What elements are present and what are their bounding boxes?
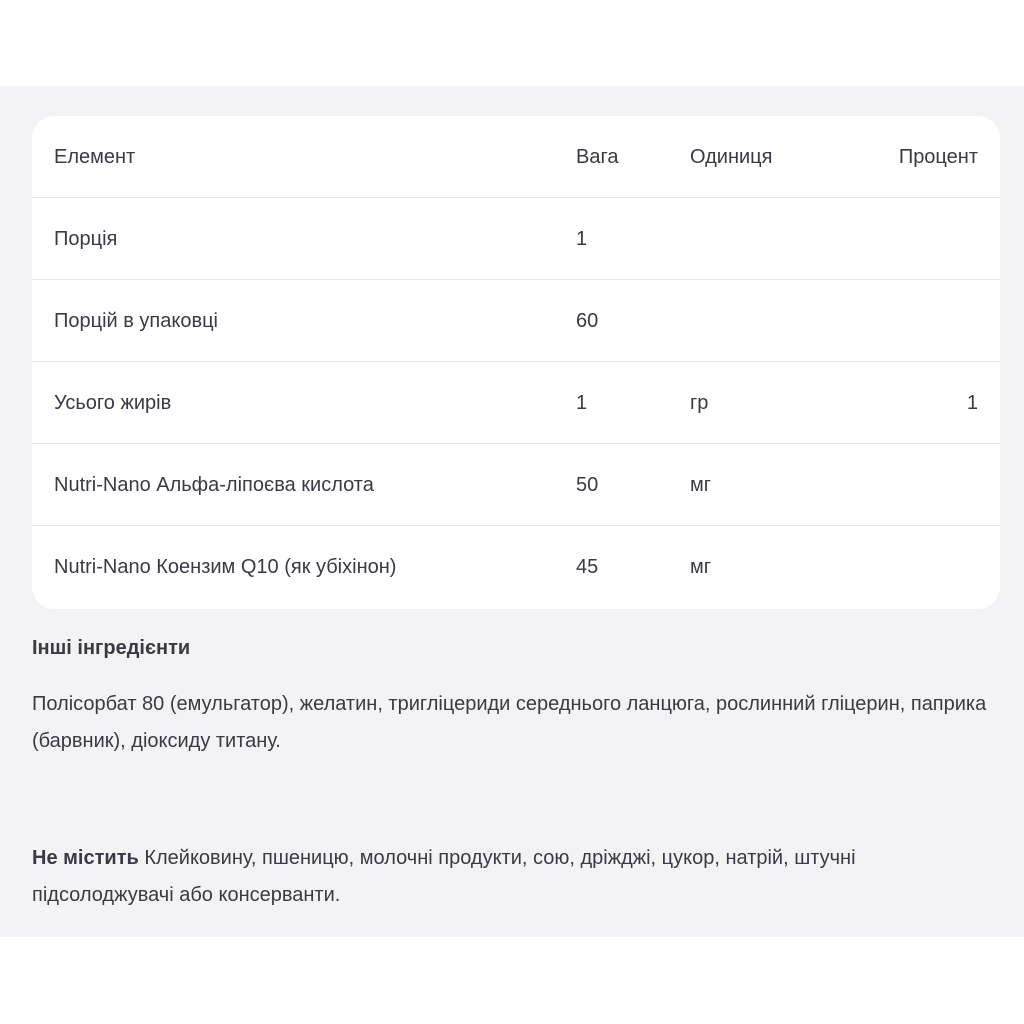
free-from-paragraph <box>32 840 992 914</box>
row-percent: 1 <box>966 392 978 414</box>
row-element: Порцій в упаковці <box>54 310 219 332</box>
row-element: Nutri-Nano Коензим Q10 (як убіхінон) <box>54 556 397 578</box>
row-element: Усього жирів <box>54 392 172 414</box>
row-weight: 1 <box>576 392 588 414</box>
row-unit: мг <box>690 556 712 578</box>
free-from-text: Клейковину, пшеницю, молочні продукти, сою, дріжджі, цукор, натрій, штучні підсолоджувачі або консерванти. <box>32 847 856 906</box>
header-unit: Одиниця <box>690 146 773 168</box>
table-row <box>32 526 1000 608</box>
table-row <box>32 362 1000 444</box>
supplement-facts-section <box>0 86 1024 937</box>
row-element: Порція <box>54 228 118 250</box>
table-row <box>32 280 1000 362</box>
row-weight: 45 <box>576 556 599 578</box>
row-unit: мг <box>690 474 712 496</box>
row-weight: 50 <box>576 474 599 496</box>
row-weight: 60 <box>576 310 599 332</box>
other-ingredients-text: Полісорбат 80 (емульгатор), желатин, тригліцериди середнього ланцюга, рослинний гліцерин, паприка (барвник), діоксиду титану. <box>32 693 987 752</box>
header-percent: Процент <box>898 146 978 168</box>
row-unit: гр <box>690 392 709 414</box>
table-row <box>32 198 1000 280</box>
header-element: Елемент <box>54 146 136 168</box>
table-row <box>32 444 1000 526</box>
other-ingredients-heading: Інші інгредієнти <box>32 637 191 659</box>
row-element: Nutri-Nano Альфа-ліпоєва кислота <box>54 474 374 496</box>
row-weight: 1 <box>576 228 588 250</box>
nutrition-table <box>32 116 1000 609</box>
free-from-label: Не містить <box>32 847 139 869</box>
table-header-row <box>32 116 1000 198</box>
header-weight: Вага <box>576 146 619 168</box>
